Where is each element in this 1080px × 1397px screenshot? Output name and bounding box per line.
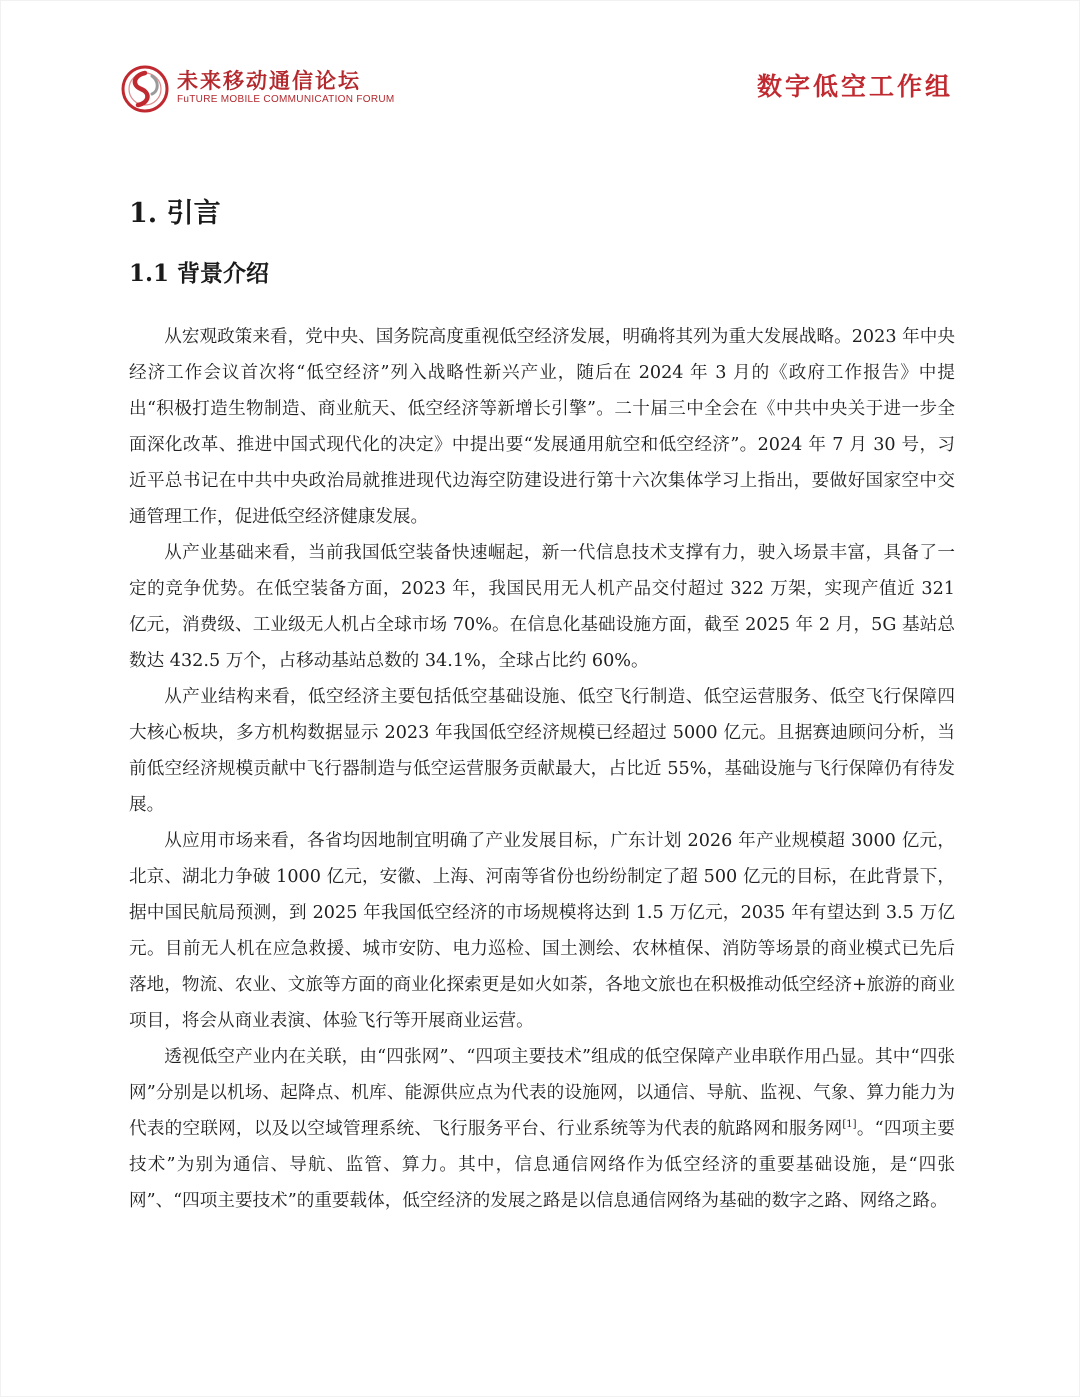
paragraph-industry-base: 从产业基础来看，当前我国低空装备快速崛起，新一代信息技术支撑有力，驶入场景丰富，具备了一定的竞争优势。在低空装备方面，2023 年，我国民用无人机产品交付超过 322 万架，实现产值近 321 亿元，消费级、工业级无人机占全球市场 70%。在信息化基础设施方面，截至 2025 年 2 月，5G 基站总数达 432.5 万个，占移动基站总数的 34.1%，全球占比约 60%。 [129, 543, 955, 671]
org-name-en: FuTURE MOBILE COMMUNICATION FORUM [177, 94, 395, 105]
subsection-heading: 1.1 背景介绍 [129, 260, 270, 287]
section-heading: 1. 引言 [129, 198, 221, 229]
reference-marker[interactable]: [1] [842, 1119, 857, 1131]
paragraph-policy: 从宏观政策来看，党中央、国务院高度重视低空经济发展，明确将其列为重大发展战略。2023 年中央经济工作会议首次将“低空经济”列入战略性新兴产业，随后在 2024 年 3 月的《政府工作报告》中提出“积极打造生物制造、商业航天、低空经济等新增长引擎”。二十届三中全会在《中共中央关于进一步全面深化改革、推进中国式现代化的决定》中提出要“发展通用航空和低空经济”。2024 年 7 月 30 号，习近平总书记在中共中央政治局就推进现代边海空防建设进行第十六次集体学习上指出，要做好国家空中交通管理工作，促进低空经济健康发展。 [129, 327, 955, 527]
forum-swirl-logo-icon [119, 63, 171, 115]
paragraph-application-market: 从应用市场来看，各省均因地制宜明确了产业发展目标，广东计划 2026 年产业规模超 3000 亿元，北京、湖北力争破 1000 亿元，安徽、上海、河南等省份也纷纷制定了超 500 亿元的目标，在此背景下，据中国民航局预测，到 2025 年我国低空经济的市场规模将达到 1.5 万亿元，2035 年有望达到 3.5 万亿元。目前无人机在应急救援、城市安防、电力巡检、国土测绘、农林植保、消防等场景的商业模式已先后落地，物流、农业、文旅等方面的商业化探索更是如火如荼，各地文旅也在积极推动低空经济+旅游的商业项目，将会从商业表演、体验飞行等开展商业运营。 [129, 831, 955, 1031]
paragraph-text-after-ref: 。“四项主要技术”为别为通信、导航、监管、算力。其中，信息通信网络作为低空经济的重要基础设施，是“四张网”、“四项主要技术”的重要载体，低空经济的发展之路是以信息通信网络为基础的数字之路、网络之路。 [129, 1119, 955, 1211]
paragraph-text-before-ref: 透视低空产业内在关联，由“四张网”、“四项主要技术”组成的低空保障产业串联作用凸显。其中“四张网”分别是以机场、起降点、机库、能源供应点为代表的设施网，以通信、导航、监视、气象、算力能力为代表的空联网，以及以空域管理系统、飞行服务平台、行业系统等为代表的航路网和服务网 [129, 1047, 955, 1139]
body-text [129, 319, 955, 1219]
paragraph-industry-chain [129, 1039, 955, 1219]
working-group-name: 数字低空工作组 [756, 72, 953, 101]
page-header [119, 59, 959, 119]
org-name-cn: 未来移动通信论坛 [177, 68, 361, 93]
paragraph-industry-structure: 从产业结构来看，低空经济主要包括低空基础设施、低空飞行制造、低空运营服务、低空飞行保障四大核心板块，多方机构数据显示 2023 年我国低空经济规模已经超过 5000 亿元。且据赛迪顾问分析，当前低空经济规模贡献中飞行器制造与低空运营服务贡献最大，占比近 55%，基础设施与飞行保障仍有待发展。 [129, 687, 955, 815]
